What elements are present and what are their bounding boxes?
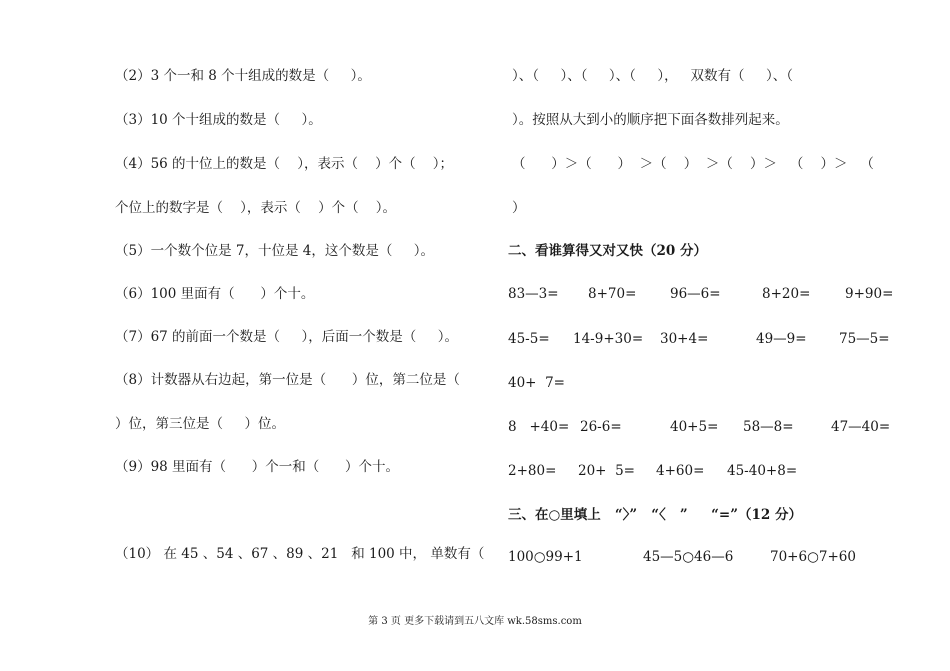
calc-item: 96—6= [670,286,721,302]
calc-item: 9+90= [845,286,894,302]
calc-item: 8+20= [762,286,811,302]
question-2: （2）3 个一和 8 个十组成的数是（ ）。 [115,68,371,84]
section-2-title: 二、看谁算得又对又快（20 分） [508,243,707,259]
question-9: （9）98 里面有（ ）个一和（ ）个十。 [115,459,400,475]
order-blanks-end: ） [512,200,526,216]
calc-item: 8 +40= [508,419,570,435]
question-10-order: ）。按照从大到小的顺序把下面各数排列起来。 [512,112,789,128]
compare-item: 100○99+1 [508,549,583,565]
question-5: （5）一个数个位是 7，十位是 4，这个数是（ ）。 [115,243,435,259]
calc-item: 8+70= [588,286,637,302]
compare-item: 45—5○46—6 [643,549,734,565]
question-4-continued: 个位上的数字是（ ），表示（ ）个（ ）。 [115,200,396,216]
calc-item: 58—8= [743,419,794,435]
question-4: （4）56 的十位上的数是（ ），表示（ ）个（ ）； [115,156,454,172]
calc-item: 83—3= [508,286,559,302]
calc-item: 4+60= [656,463,705,479]
calc-item: 14-9+30= [573,331,644,347]
calc-item: 45-40+8= [727,463,798,479]
question-8: （8）计数器从右边起，第一位是（ ）位，第二位是（ [115,372,460,388]
calc-item: 45-5= [508,331,550,347]
calc-item: 49—9= [756,331,807,347]
calc-item: 75—5= [839,331,890,347]
calc-item: 30+4= [660,331,709,347]
question-10-continued: ）、（ ）、（ ）、（ ）， 双数有（ ）、（ [512,68,793,84]
section-3-title: 三、在○里填上 “〉” “〈 ” “=”（12 分） [508,507,802,523]
question-6: （6）100 里面有（ ）个十。 [115,286,315,302]
calc-item: 40+ 7= [508,375,565,391]
calc-item: 20+ 5= [578,463,635,479]
calc-item: 47—40= [831,419,891,435]
calc-item: 26-6= [580,419,622,435]
calc-item: 40+5= [670,419,719,435]
question-7: （7）67 的前面一个数是（ ），后面一个数是（ ）。 [115,329,458,345]
page-footer: 第 3 页 更多下载请到五八文库 wk.58sms.com [368,616,582,627]
question-10: （10） 在 45 、54 、67 、89 、21 和 100 中， 单数有（ [115,546,485,562]
compare-item: 70+6○7+60 [770,549,856,565]
question-8-continued: ）位，第三位是（ ）位。 [115,416,285,432]
order-blanks: （ ）＞（ ） ＞（ ） ＞（ ）＞ （ ）＞ （ [512,156,874,172]
question-3: （3）10 个十组成的数是（ ）。 [115,112,322,128]
calc-item: 2+80= [508,463,557,479]
